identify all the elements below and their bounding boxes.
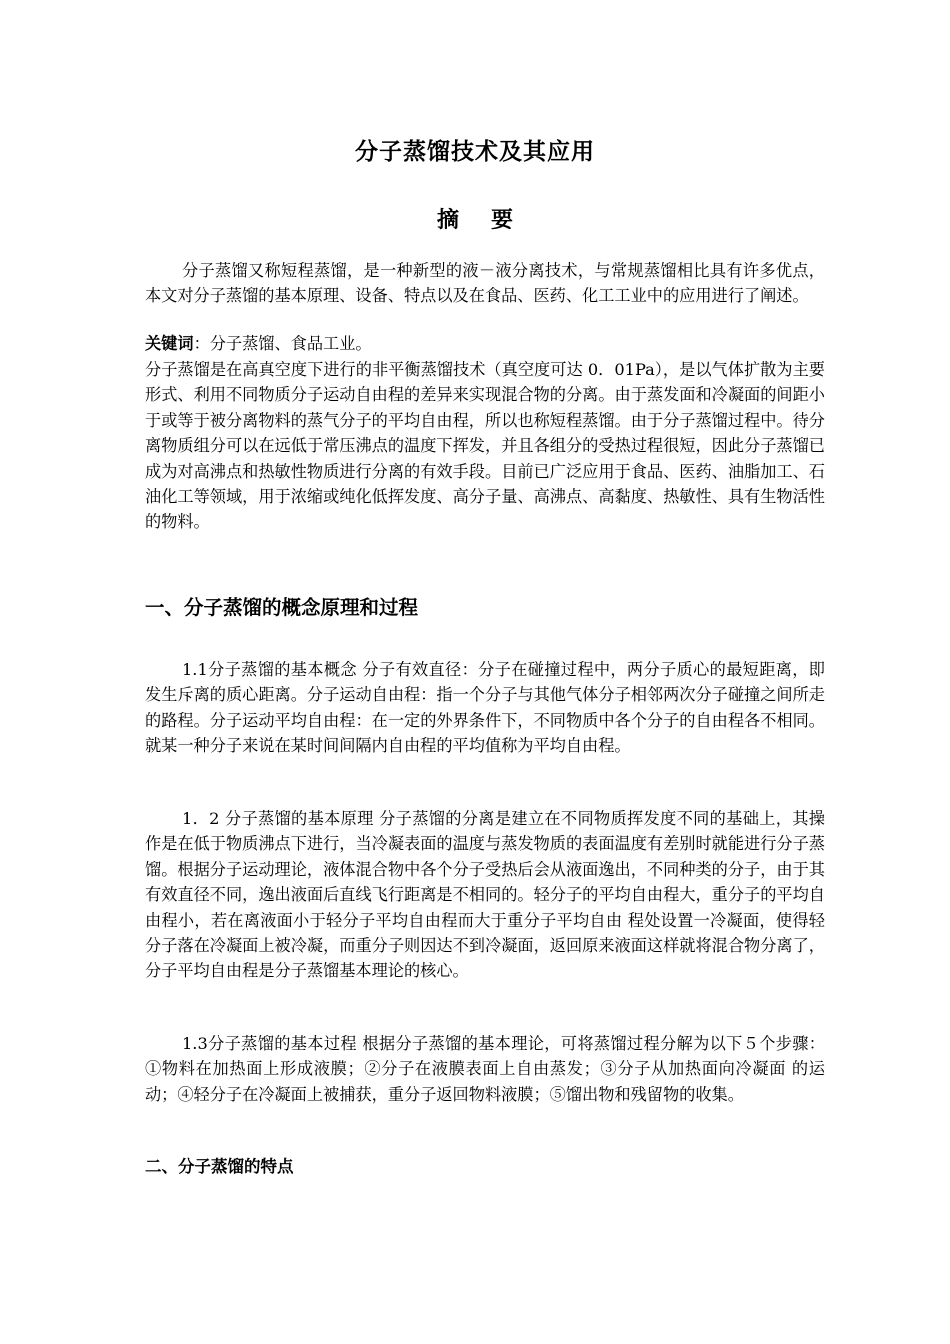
paragraph-1-3: 1.3分子蒸馏的基本过程 根据分子蒸馏的基本理论，可将蒸馏过程分解为以下５个步骤：①物料在加热面上形成液膜；②分子在液膜表面上自由蒸发；③分子从加热面向冷凝面 的运动；④轻分子在冷凝面上被捕获，重分子返回物料液膜；⑤馏出物和残留物的收集。	[145, 1034, 825, 1104]
abstract-heading-char-2: 要	[491, 208, 514, 233]
keywords-text: ：分子蒸馏、食品工业。	[193, 334, 372, 353]
document-title: 分子蒸馏技术及其应用	[355, 139, 595, 165]
keywords-line	[145, 331, 825, 356]
paragraph-1-2: 1．2 分子蒸馏的基本原理 分子蒸馏的分离是建立在不同物质挥发度不同的基础上，其操作是在低于物质沸点下进行，当冷凝表面的温度与蒸发物质的表面温度有差别时就能进行分子蒸馏。根据分子运动理论，液体混合物中各个分子受热后会从液面逸出，不同种类的分子，由于其有效直径不同，逸出液面后直线飞行距离是不相同的。轻分子的平均自由程大，重分子的平均自由程小，若在离液面小于轻分子平均自由程而大于重分子平均自由 程处设置一冷凝面，使得轻分子落在冷凝面上被冷凝，而重分子则因达不到冷凝面，返回原来液面这样就将混合物分离了，分子平均自由程是分子蒸馏基本理论的核心。	[145, 809, 825, 981]
keywords-label: 关键词	[145, 334, 194, 353]
section-1-heading: 一、分子蒸馏的概念原理和过程	[145, 596, 419, 619]
abstract-paragraph: 分子蒸馏又称短程蒸馏，是一种新型的液－液分离技术，与常规蒸馏相比具有许多优点，本文对分子蒸馏的基本原理、设备、特点以及在食品、医药、化工工业中的应用进行了阐述。	[145, 261, 825, 306]
paragraph-1-1: 1.1分子蒸馏的基本概念 分子有效直径：分子在碰撞过程中，两分子质心的最短距离，即发生斥离的质心距离。分子运动自由程：指一个分子与其他气体分子相邻两次分子碰撞之间所走的路程。分子运动平均自由程：在一定的外界条件下，不同物质中各个分子的自由程各不相同。就某一种分子来说在某时间间隔内自由程的平均值称为平均自由程。	[145, 660, 825, 756]
section-2-heading: 二、分子蒸馏的特点	[145, 1157, 294, 1176]
abstract-heading	[0, 205, 950, 237]
intro-paragraph: 分子蒸馏是在高真空度下进行的非平衡蒸馏技术（真空度可达 0．01Pa），是以气体扩散为主要形式、利用不同物质分子运动自由程的差异来实现混合物的分离。由于蒸发面和冷凝面的间距小于或等于被分离物料的蒸气分子的平均自由程，所以也称短程蒸馏。由于分子蒸馏过程中。待分离物质组分可以在远低于常压沸点的温度下挥发，并且各组分的受热过程很短，因此分子蒸馏已成为对高沸点和热敏性物质进行分离的有效手段。目前已广泛应用于食品、医药、油脂加工、石油化工等领域，用于浓缩或纯化低挥发度、高分子量、高沸点、高黏度、热敏性、具有生物活性的物料。	[145, 360, 825, 532]
abstract-heading-char-1: 摘	[436, 208, 459, 233]
